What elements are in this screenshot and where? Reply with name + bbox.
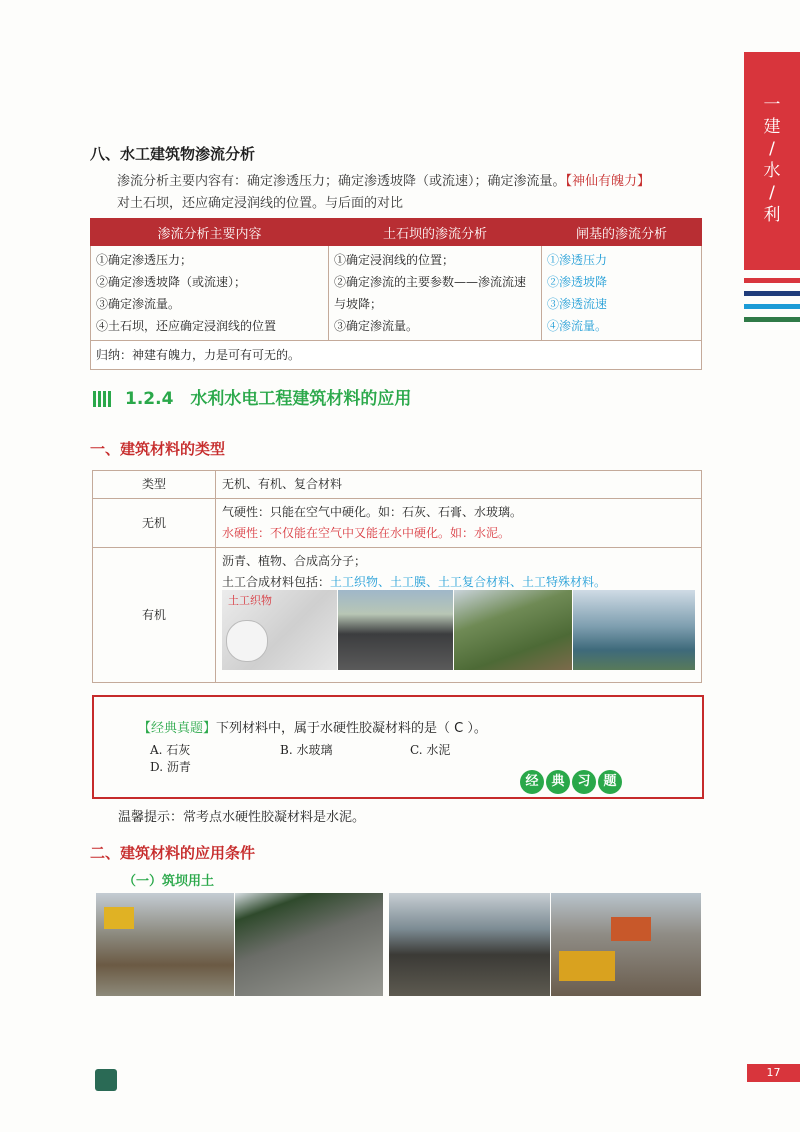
- side-tab-char: 水: [763, 161, 781, 181]
- section-number-heading: [93, 384, 411, 409]
- badge-char: 题: [598, 770, 622, 794]
- dam-photo-1: [96, 893, 234, 996]
- badge-char: 习: [572, 770, 596, 794]
- list-item: ②渗透坡降: [547, 275, 608, 289]
- table-summary: 归纳：神建有魄力，力是可有可无的。: [91, 341, 702, 370]
- list-item: 沥青、植物、合成高分子；: [222, 554, 367, 568]
- mnemonic: 【神仙有魄力】: [565, 174, 651, 189]
- list-item: ①确定浸润线的位置；: [334, 253, 455, 267]
- table-cell: [91, 246, 329, 341]
- tip-text: 温馨提示：常考点水硬性胶凝材料是水泥。: [118, 810, 366, 825]
- section-title: 1.2.4 水利水电工程建筑材料的应用: [125, 389, 412, 409]
- dam-photo-3: [389, 893, 550, 996]
- dump-truck-shape: [559, 951, 615, 981]
- option-a: A. 石灰: [150, 743, 191, 757]
- stripe-navy: [744, 291, 800, 296]
- option-b: B. 水玻璃: [280, 743, 333, 757]
- list-item: ③确定渗流量。: [334, 319, 419, 333]
- intro-text: 渗流分析主要内容有：确定渗透压力；确定渗透坡降（或流速）；确定渗流量。: [117, 174, 566, 189]
- dam-photo-2: [235, 893, 383, 996]
- geomembrane-photo: [338, 590, 453, 670]
- page-number: 17: [747, 1064, 800, 1082]
- heading-bars-icon: [93, 389, 113, 409]
- side-tab-char: 一: [763, 95, 781, 115]
- chapter-side-tab: [744, 52, 800, 270]
- side-tab-slash: /: [769, 183, 775, 203]
- list-highlight: 土工织物、土工膜、土工复合材料、土工特殊材料。: [330, 575, 607, 589]
- list-item: 气硬性：只能在空气中硬化。如：石灰、石膏、水玻璃。: [222, 505, 523, 519]
- exam-question: [138, 717, 487, 736]
- stripe-blue: [744, 304, 800, 309]
- table-row-head: 类型: [93, 471, 216, 499]
- subsection-heading: 一、建筑材料的类型: [90, 440, 226, 458]
- list-item: 水硬性：不仅能在空气中又能在水中硬化。如：水泥。: [222, 526, 511, 540]
- exam-tag: 【经典真题】: [138, 721, 217, 736]
- table-row-head: 无机: [93, 499, 216, 548]
- sub-subsection-heading: （一）筑坝用土: [123, 874, 215, 889]
- geotextile-photo: [222, 590, 337, 670]
- section-heading: 八、水工建筑物渗流分析: [90, 145, 256, 163]
- photo-label: 土工织物: [228, 594, 272, 607]
- classic-exercise-badge: [520, 770, 624, 794]
- table-cell: 无机、有机、复合材料: [216, 471, 702, 499]
- publisher-logo-icon: [95, 1069, 117, 1091]
- list-prefix: 土工合成材料包括：: [222, 575, 331, 589]
- option-c: C. 水泥: [410, 743, 451, 757]
- list-item: ①确定渗透压力；: [96, 253, 193, 267]
- question-text: 下列材料中，属于水硬性胶凝材料的是（ C ）。: [216, 721, 487, 736]
- seepage-analysis-table: [90, 218, 702, 370]
- table-header: 土石坝的渗流分析: [329, 219, 542, 246]
- table-header: 渗流分析主要内容: [91, 219, 329, 246]
- side-tab-char: 利: [763, 205, 781, 225]
- list-item: ④渗流量。: [547, 319, 608, 333]
- badge-char: 经: [520, 770, 544, 794]
- list-item: ②确定渗流的主要参数——渗流流速与坡降；: [334, 275, 527, 311]
- excavator-shape: [611, 917, 651, 941]
- truck-shape: [104, 907, 134, 929]
- stripe-green: [744, 317, 800, 322]
- side-tab-slash: /: [769, 139, 775, 159]
- side-tab-char: 建: [763, 117, 781, 137]
- composite-photo: [454, 590, 572, 670]
- table-cell: [542, 246, 702, 341]
- roll-shape: [226, 620, 268, 662]
- list-item: ②确定渗透坡降（或流速）；: [96, 275, 247, 289]
- subsection-heading: 二、建筑材料的应用条件: [90, 844, 256, 862]
- side-tab-text: [744, 94, 800, 226]
- list-item: ①渗透压力: [547, 253, 608, 267]
- table-row-head: 有机: [93, 548, 216, 683]
- intro-text: 对土石坝，还应确定浸润线的位置。与后面的对比: [117, 196, 404, 211]
- dam-photo-4: [551, 893, 701, 996]
- list-item: ④土石坝，还应确定浸润线的位置: [96, 319, 277, 333]
- badge-char: 典: [546, 770, 570, 794]
- special-material-photo: [573, 590, 695, 670]
- section-intro: [117, 171, 707, 215]
- table-cell: [216, 499, 702, 548]
- list-item: ③确定渗流量。: [96, 297, 181, 311]
- table-cell: [329, 246, 542, 341]
- table-header: 闸基的渗流分析: [542, 219, 702, 246]
- list-item: ③渗透流速: [547, 297, 608, 311]
- option-d: D. 沥青: [150, 760, 191, 774]
- stripe-red: [744, 278, 800, 283]
